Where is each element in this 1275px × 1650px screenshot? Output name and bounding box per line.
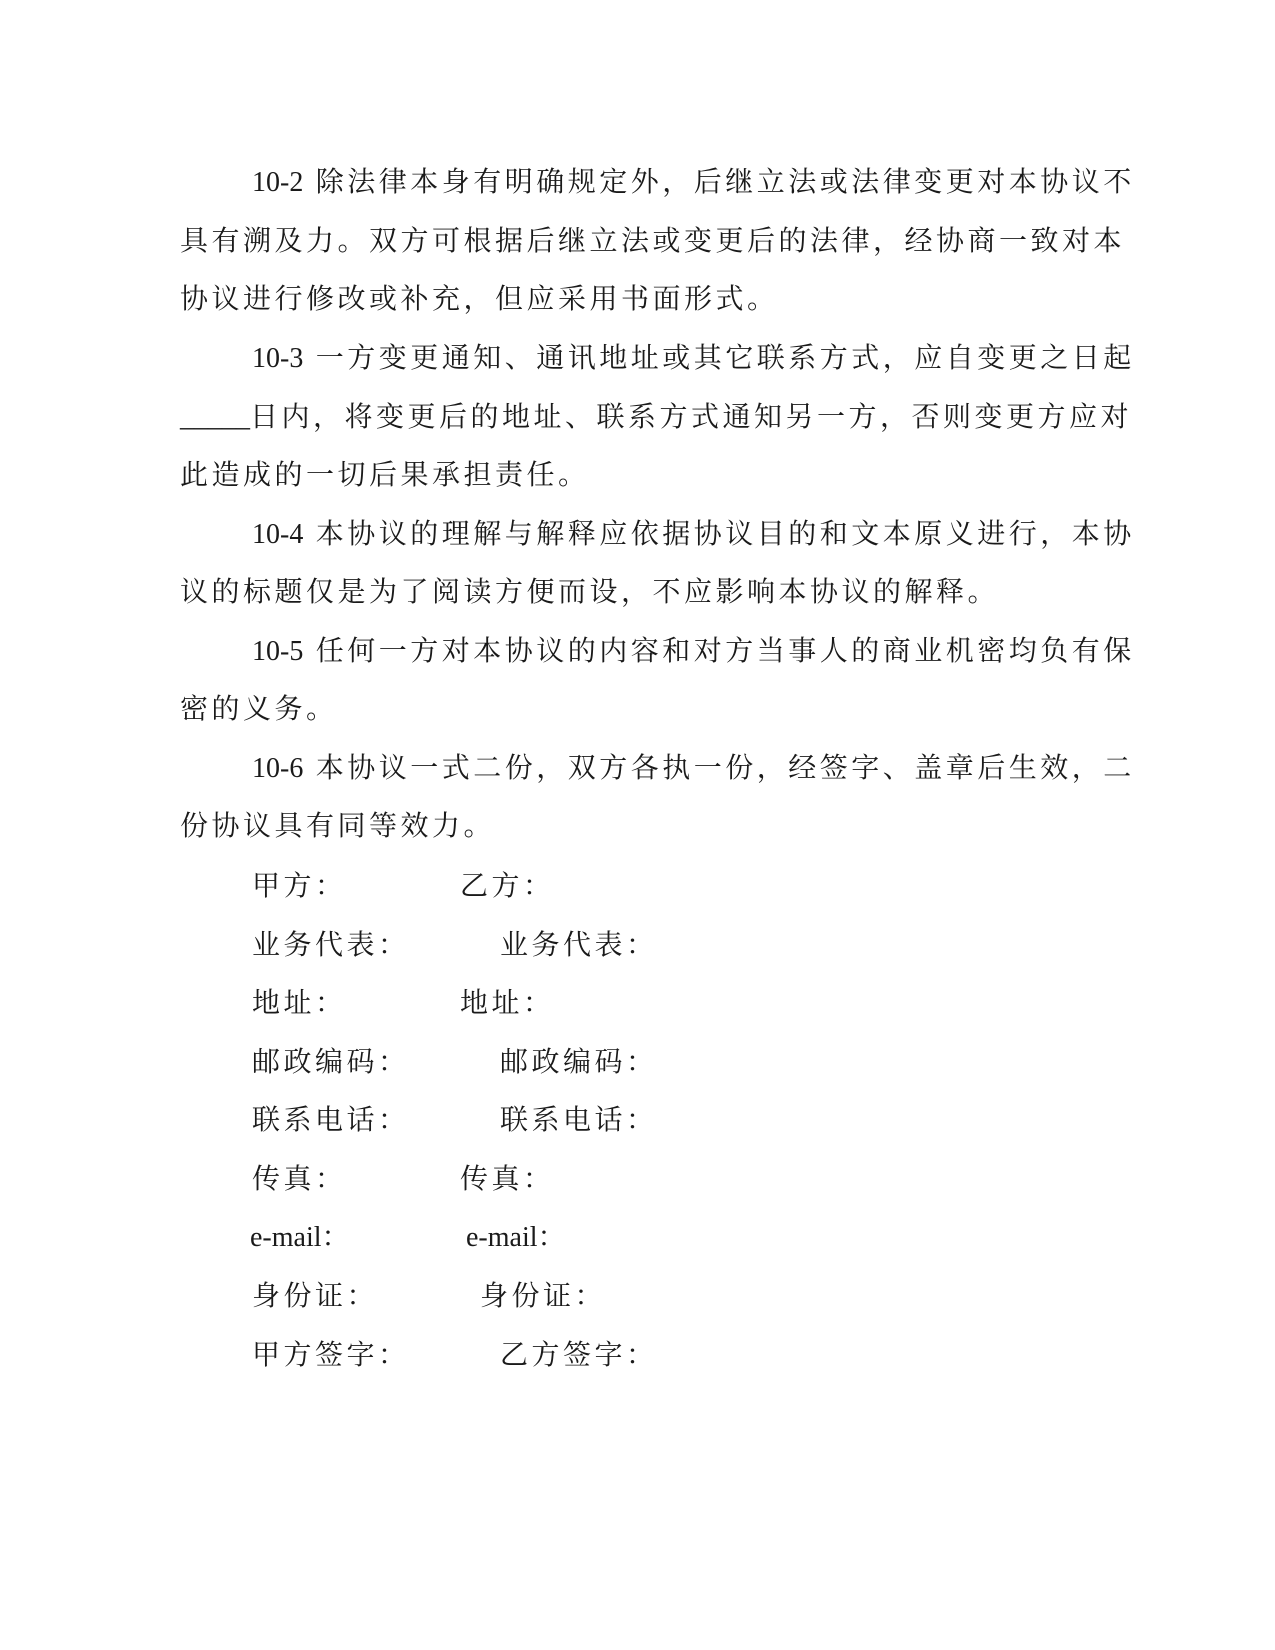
party-a-rep-label: 业务代表： [252, 928, 410, 961]
party-b-postcode-label: 邮政编码： [500, 1045, 658, 1078]
party-a-address-label: 地址： [252, 986, 347, 1019]
clause-10-2-line-1 [252, 162, 1152, 202]
party-a-email-label: e-mail： [250, 1222, 350, 1253]
party-b-address-label: 地址： [460, 986, 555, 1019]
party-a-postcode-label: 邮政编码： [252, 1045, 410, 1078]
party-a-id-label: 身份证： [252, 1279, 379, 1312]
party-b-email-label: e-mail： [466, 1222, 566, 1253]
clause-text: 日内，将变更后的地址、联系方式通知另一方，否则变更方应对 [250, 400, 1133, 433]
party-a-label: 甲方： [252, 869, 347, 902]
clause-10-2-line-2: 具有溯及力。双方可根据后继立法或变更后的法律，经协商一致对本 [180, 224, 1126, 257]
clause-10-6-line-1 [252, 748, 1152, 788]
clause-10-2-line-3: 协议进行修改或补充，但应采用书面形式。 [180, 282, 779, 315]
clause-number: 10-4 [252, 519, 304, 550]
party-b-phone-label: 联系电话： [500, 1103, 658, 1136]
clause-10-3-line-1 [252, 338, 1152, 378]
party-b-rep-label: 业务代表： [500, 928, 658, 961]
party-b-id-label: 身份证： [480, 1279, 607, 1312]
days-blank: _____ [180, 402, 250, 433]
clause-text: 任何一方对本协议的内容和对方当事人的商业机密均负有保 [315, 634, 1135, 667]
party-a-phone-label: 联系电话： [252, 1103, 410, 1136]
party-b-label: 乙方： [460, 869, 555, 902]
clause-10-3-line-2 [180, 397, 1133, 437]
clause-10-4-line-2: 议的标题仅是为了阅读方便而设，不应影响本协议的解释。 [180, 575, 1000, 608]
party-b-fax-label: 传真： [460, 1162, 555, 1195]
clause-text: 除法律本身有明确规定外，后继立法或法律变更对本协议不 [315, 165, 1135, 198]
clause-text: 本协议的理解与解释应依据协议目的和文本原义进行，本协 [315, 517, 1135, 550]
clause-10-5-line-2: 密的义务。 [180, 692, 338, 725]
clause-number: 10-5 [252, 636, 304, 667]
clause-number: 10-2 [252, 167, 304, 198]
clause-text: 一方变更通知、通讯地址或其它联系方式，应自变更之日起 [315, 341, 1135, 374]
party-a-fax-label: 传真： [252, 1162, 347, 1195]
clause-number: 10-3 [252, 343, 304, 374]
clause-10-5-line-1 [252, 631, 1152, 671]
clause-10-6-line-2: 份协议具有同等效力。 [180, 809, 496, 842]
party-a-signature-label: 甲方签字： [252, 1338, 410, 1371]
clause-number: 10-6 [252, 753, 304, 784]
clause-10-3-line-3: 此造成的一切后果承担责任。 [180, 458, 590, 491]
clause-10-4-line-1 [252, 514, 1152, 554]
party-b-signature-label: 乙方签字： [500, 1338, 658, 1371]
clause-text: 本协议一式二份，双方各执一份，经签字、盖章后生效，二 [315, 751, 1135, 784]
